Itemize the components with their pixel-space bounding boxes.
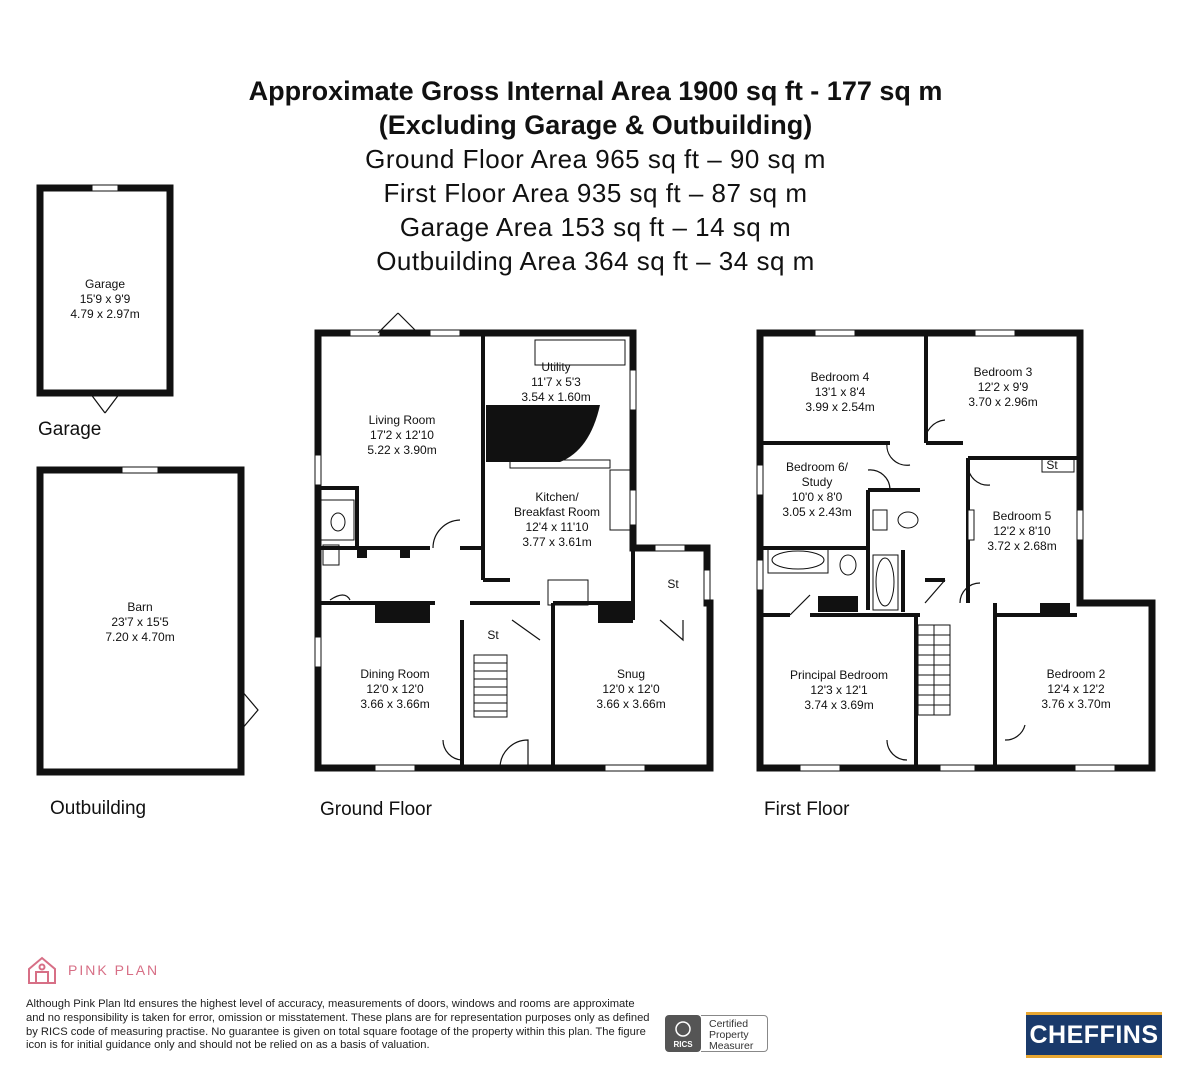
pink-plan-name: PINK PLAN [68, 962, 160, 978]
bedroom-2-metric: 3.76 x 3.70m [1041, 697, 1111, 711]
kitchen-imperial: 12'4 x 11'10 [525, 520, 589, 534]
snug-metric: 3.66 x 3.66m [596, 697, 666, 711]
rics-badge [665, 1015, 768, 1052]
bedroom-6-label-1: Bedroom 6/ [785, 460, 849, 474]
bedroom-3-label: Bedroom 3 [973, 365, 1033, 379]
store-label-bed5: St [1046, 458, 1058, 472]
store-label-hall: St [487, 628, 499, 642]
rics-certified-text [701, 1015, 768, 1052]
bedroom-6-imperial: 10'0 x 8'0 [791, 490, 843, 504]
kitchen-sink [610, 470, 630, 530]
bedroom-6-label-2: Study [801, 475, 833, 489]
wc-icon-first [840, 555, 856, 575]
garage-area: Garage Area 153 sq ft – 14 sq m [399, 212, 792, 242]
disclaimer-text: Although Pink Plan ltd ensures the highest level of accuracy, measurements of doors, windows and rooms are approximate and no responsibility is taken for error, omission or misstatement. These plans are for representation purposes only as defined by RICS code of measuring practise. No guarantee is given on total square footage of the property within this plan. The figure icon is for initial guidance only and should not be relied on as a basis of valuation. [26, 998, 650, 1052]
rics-line-3: Measurer [709, 1040, 754, 1052]
garage-imperial: 15'9 x 9'9 [79, 292, 131, 306]
exclusion-note: (Excluding Garage & Outbuilding) [378, 110, 813, 140]
svg-text:RICS: RICS [673, 1040, 693, 1049]
barn-metric: 7.20 x 4.70m [105, 630, 175, 644]
ground-floor-area: Ground Floor Area 965 sq ft – 90 sq m [365, 144, 826, 174]
living-room-imperial: 17'2 x 12'10 [370, 428, 434, 442]
outbuilding-caption: Outbuilding [50, 798, 147, 819]
bedroom-5-label: Bedroom 5 [992, 509, 1052, 523]
utility-imperial: 11'7 x 5'3 [531, 375, 581, 389]
bedroom-3-imperial: 12'2 x 9'9 [977, 380, 1029, 394]
dining-room-imperial: 12'0 x 12'0 [366, 682, 424, 696]
living-room-label: Living Room [368, 413, 436, 427]
first-floor-area: First Floor Area 935 sq ft – 87 sq m [383, 178, 808, 208]
kitchen-label-1: Kitchen/ [535, 490, 579, 504]
staircase-void [486, 405, 600, 462]
kitchen-metric: 3.77 x 3.61m [522, 535, 592, 549]
utility-metric: 3.54 x 1.60m [521, 390, 591, 404]
living-room-metric: 5.22 x 3.90m [367, 443, 437, 457]
bedroom-6-metric: 3.05 x 2.43m [782, 505, 852, 519]
barn-imperial: 23'7 x 15'5 [111, 615, 169, 629]
bedroom-2-imperial: 12'4 x 12'2 [1047, 682, 1105, 696]
bedroom-5-imperial: 12'2 x 8'10 [993, 524, 1051, 538]
bedroom-3-metric: 3.70 x 2.96m [968, 395, 1038, 409]
utility-label: Utility [541, 360, 571, 374]
rics-line-2: Property [709, 1029, 749, 1041]
dining-room-label: Dining Room [360, 667, 430, 681]
garage-caption: Garage [38, 419, 102, 440]
bedroom-4-imperial: 13'1 x 8'4 [814, 385, 866, 399]
ground-floor-caption: Ground Floor [320, 799, 432, 820]
store-label-snug: St [667, 577, 679, 591]
pink-plan-brand [26, 955, 159, 985]
snug-label: Snug [616, 667, 646, 681]
rics-line-1: Certified [709, 1018, 749, 1030]
barn-label: Barn [127, 600, 153, 614]
snug-imperial: 12'0 x 12'0 [602, 682, 660, 696]
principal-bedroom-imperial: 12'3 x 12'1 [810, 683, 868, 697]
wc-icon [331, 513, 345, 531]
principal-bedroom-metric: 3.74 x 3.69m [804, 698, 874, 712]
garage-metric: 4.79 x 2.97m [70, 307, 140, 321]
ground-stairs [474, 655, 507, 717]
cheffins-logo: CHEFFINS [1026, 1012, 1162, 1058]
garage-label: Garage [84, 277, 126, 291]
kitchen-label-2: Breakfast Room [513, 505, 601, 519]
bedroom-4-label: Bedroom 4 [810, 370, 870, 384]
rics-logo-icon [665, 1015, 701, 1052]
bedroom-2-label: Bedroom 2 [1046, 667, 1106, 681]
dining-room-metric: 3.66 x 3.66m [360, 697, 430, 711]
principal-bedroom-label: Principal Bedroom [789, 668, 889, 682]
outbuilding-area: Outbuilding Area 364 sq ft – 34 sq m [376, 246, 815, 276]
bedroom-5-metric: 3.72 x 2.68m [987, 539, 1057, 553]
pink-plan-logo-icon [26, 955, 58, 985]
first-floor-caption: First Floor [764, 799, 850, 820]
bedroom-4-metric: 3.99 x 2.54m [805, 400, 875, 414]
gross-area-title: Approximate Gross Internal Area 1900 sq ft - 177 sq m [248, 76, 943, 106]
